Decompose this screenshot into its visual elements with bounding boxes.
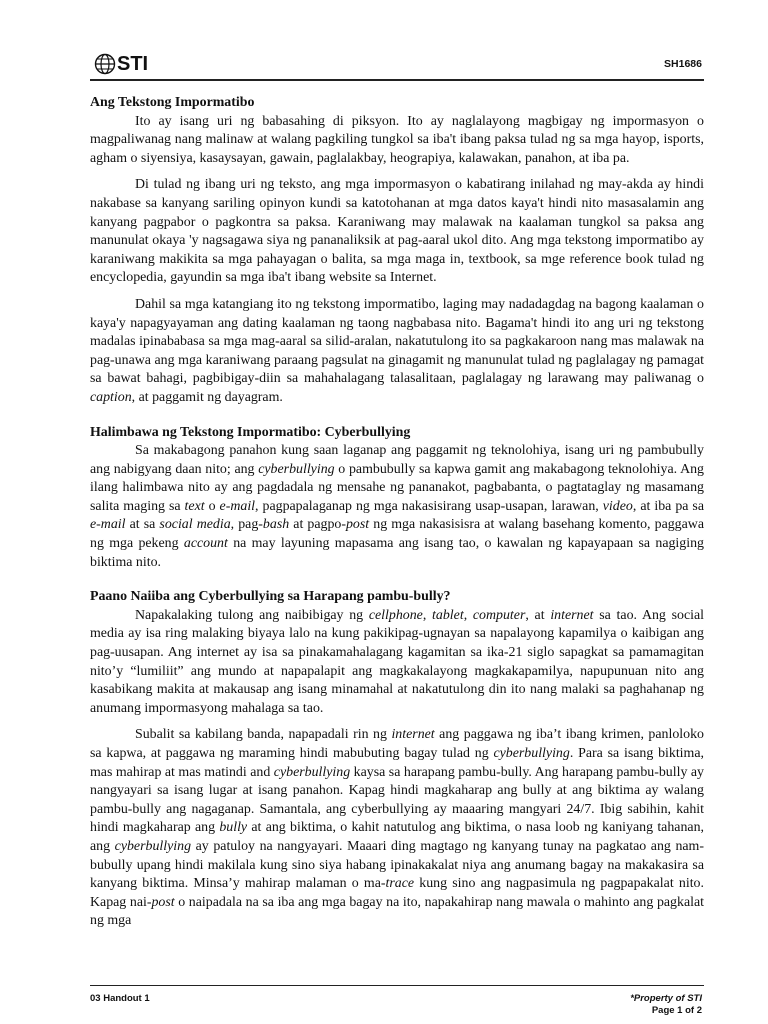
page-number: Page 1 of 2 (651, 1005, 702, 1016)
paragraph: Sa makabagong panahon kung saan laganap ang paggamit ng teknolohiya, isang uri ng pambubully ang nabigyang daan nito; ang cyberbullying o pambubully sa kapwa gamit ang makabagong teknolohiya. Ang ilang halimbawa nito ay ang pagdadala ng mensahe ng pananakot, pagbabanta, o pagtataglay ng masamang salita maging sa text o e-mail, pagpapalaganap ng mga nakasisirang usap-usapan, larawan, video, at iba pa sa e-mail at sa social media, pag-bash at pagpo-post ng mga nakasisisra at walang basehang komento, paggawa ng mga pekeng account na may layuning mapasama ang isang tao, o kawalan ng kapayapaan sa nagiging biktima nito. (90, 443, 704, 570)
document-code: SH1686 (664, 58, 702, 70)
handout-label: 03 Handout 1 (90, 993, 150, 1004)
paragraph: Di tulad ng ibang uri ng teksto, ang mga impormasyon o kabatirang inilahad ng may-akda ay hindi nakabase sa kanyang sariling opinyon kundi sa katotohanan at mga datos kaya't hindi nito masasalamin ang kanyang pagpabor o pagkontra sa paksa. Karaniwang may malawak na kaalaman tungkol sa paksa ang manunulat okaya 'y nagsagawa siya ng pananaliksik at pag-aaral ukol dito. Ang mga tekstong impormatibo ay karaniwang makikita sa mga pahayagan o balita, sa mga maga in, textbook, sa mge reference book tulad ng encyclopedia, gayundin sa mga iba't ibang website sa Internet. (90, 177, 704, 286)
section-title: Ang Tekstong Impormatibo (90, 95, 255, 110)
footer-right (630, 993, 702, 1017)
logo-text: STI (117, 53, 149, 75)
globe-icon (94, 53, 116, 75)
paragraph: Napakalaking tulong ang naibibigay ng cellphone, tablet, computer, at internet sa tao. Ang social media ay isa ring malaking biyaya lalo na kung pakikipag-ugnayan sa napalayong kapamilya o kaibigan ang pag-uusapan. Ang internet ay isa sa pinakamahalagang kagamitan sa ika-21 siglo sapagkat sa pamamagitan nito’y “lumiliit” ang mundo at napapalapit ang magkakalayong magkakapamilya, napupunuan nito ang kasabikang makita at makausap ang isang minamahal at nakatutulong din ito nang malaki sa paghahanap ng anumang impormasyong mahalaga sa tao. (90, 607, 704, 716)
paragraph: Subalit sa kabilang banda, napapadali rin ng internet ang paggawa ng iba’t ibang krimen, panloloko sa kapwa, at paggawa ng maraming hindi mabubuting bagay tulad ng cyberbullying. Para sa isang biktima, mas mahirap at mas matindi and cyberbullying kaysa sa harapang pambu-bully. Ang harapang pambu-bully ay nangyayari sa isang lugar at isang panahon. Kapag hindi magkaharap ang bully at ang biktima ay walang pambu-bully ang nagaganap. Samantala, ang cyberbullying ay maaaring mangyari 24/7. Ibig sabihin, kahit hindi magkaharap ang bully at ang biktima, o kahit natutulog ang biktima, o nasa loob ng kaniyang tahanan, ang cyberbullying ay patuloy na nangyayari. Maaari ding magtago ng kanyang tunay na pagkatao ang nam-bubully upang hindi makilala kung sino siya habang ipinakakalat niya ang anumang bagay na makakasira sa kanyang biktima. Minsa’y mahirap malaman o ma-trace kung sino ang nagpasimula ng pagpapakalat nito. Kapag nai-post o naipadala na sa iba ang mga bagay na ito, napakahirap nang mawala o mahinto ang pagkalat ng mga (90, 727, 704, 929)
document-body (90, 94, 704, 931)
header-rule (90, 79, 704, 81)
property-notice: *Property of STI (630, 993, 702, 1004)
footer-rule (90, 985, 704, 986)
sti-logo (94, 52, 148, 76)
paragraph: Ito ay isang uri ng babasahing di piksyon. Ito ay naglalayong magbigay ng impormasyon o magpaliwanag nang malinaw at walang pagkiling tungkol sa iba't ibang paksa tulad ng sa mga hayop, isports, agham o siyensiya, kasaysayan, gawain, paglalakbay, heograpiya, kalawakan, panahon, at iba pa. (90, 113, 704, 166)
paragraph: Dahil sa mga katangiang ito ng tekstong impormatibo, laging may nadadagdag na bagong kaalaman o kaya'y napagyayaman ang dating kaalaman ng taong nagbabasa nito. Bagama't hindi ito ang uri ng tekstong madalas ipinababasa sa mga mag-aaral sa silid-aralan, nakatutulong ito sa pagkakaroon nang mas malawak na pag-unawa ang mga karaniwang paraang pagsulat na ginagamit ng manunulat tulad ng paglalagay ng pamagat sa bawat bahagi, pagbibigay-diin sa mahahalagang talasalitaan, paglalagay ng larawang may paliwanag o caption, at paggamit ng dayagram. (90, 296, 704, 405)
section-title: Paano Naiiba ang Cyberbullying sa Harapang pambu-bully? (90, 589, 451, 605)
section-title: Halimbawa ng Tekstong Impormatibo: Cyberbullying (90, 424, 411, 440)
